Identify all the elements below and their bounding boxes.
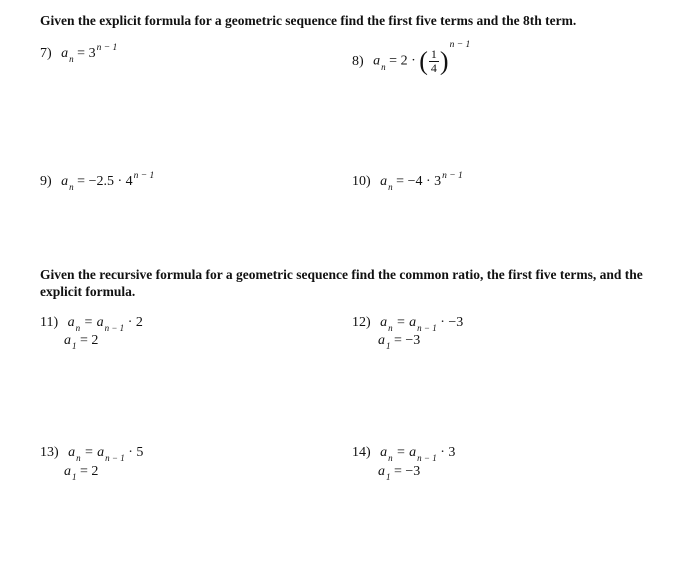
initial-value: = 2 bbox=[80, 464, 99, 479]
formula-rhs: = −2.5 · 4 bbox=[77, 174, 133, 189]
initial-variable: a bbox=[378, 464, 385, 479]
fraction bbox=[429, 48, 439, 75]
common-ratio-factor: · −3 bbox=[440, 315, 464, 330]
recursive-rhs: = a bbox=[396, 315, 417, 330]
initial-variable: a bbox=[64, 333, 71, 348]
term-variable: a bbox=[373, 53, 381, 69]
fraction-denominator: 4 bbox=[430, 61, 437, 75]
recursive-rhs: = a bbox=[84, 445, 105, 460]
problem-11-initial bbox=[64, 333, 98, 349]
term-subscript: n bbox=[69, 54, 74, 64]
problem-13-initial bbox=[64, 464, 98, 480]
right-paren: ) bbox=[439, 46, 449, 76]
problem-number: 13) bbox=[40, 445, 59, 460]
formula-rhs: = 2 · bbox=[389, 53, 416, 69]
term-variable: a bbox=[61, 174, 69, 189]
formula-exponent: n − 1 bbox=[96, 43, 118, 53]
problem-7 bbox=[40, 44, 117, 65]
initial-value: = 2 bbox=[80, 333, 99, 348]
formula-rhs: = 3 bbox=[77, 46, 96, 61]
formula-exponent: n − 1 bbox=[133, 171, 155, 181]
problem-number: 14) bbox=[352, 445, 371, 460]
problem-8 bbox=[352, 39, 471, 76]
initial-variable: a bbox=[378, 333, 385, 348]
problem-13 bbox=[40, 443, 143, 463]
problem-9 bbox=[40, 172, 154, 193]
left-paren: ( bbox=[419, 46, 428, 76]
term-subscript: n bbox=[388, 323, 393, 333]
term-subscript: n bbox=[75, 323, 81, 333]
formula-rhs: = −4 · 3 bbox=[396, 174, 442, 189]
problem-number: 8) bbox=[352, 53, 364, 69]
initial-value: = −3 bbox=[394, 333, 421, 348]
previous-term-subscript: n − 1 bbox=[105, 453, 125, 463]
problem-14 bbox=[352, 443, 455, 463]
initial-value: = −3 bbox=[394, 464, 421, 479]
common-ratio-factor: · 2 bbox=[127, 315, 143, 330]
section2-heading: Given the recursive formula for a geometric sequence find the common ratio, the first five terms, and the explicit formula. bbox=[40, 267, 643, 299]
problem-number: 9) bbox=[40, 174, 52, 189]
problem-12-initial bbox=[378, 333, 420, 349]
term-subscript: n bbox=[381, 61, 386, 72]
term-variable: a bbox=[380, 315, 388, 330]
initial-subscript: 1 bbox=[72, 341, 77, 351]
initial-subscript: 1 bbox=[386, 341, 391, 351]
formula-exponent: n − 1 bbox=[442, 171, 463, 181]
initial-variable: a bbox=[64, 464, 71, 479]
term-variable: a bbox=[67, 315, 75, 330]
formula-exponent: n − 1 bbox=[449, 39, 471, 50]
term-variable: a bbox=[380, 174, 388, 189]
previous-term-subscript: n − 1 bbox=[417, 453, 437, 463]
previous-term-subscript: n − 1 bbox=[417, 323, 437, 333]
common-ratio-factor: · 5 bbox=[128, 445, 144, 460]
problem-14-initial bbox=[378, 464, 420, 480]
recursive-rhs: = a bbox=[83, 315, 104, 330]
term-subscript: n bbox=[76, 453, 81, 463]
problem-12 bbox=[352, 313, 463, 333]
problem-number: 10) bbox=[352, 174, 371, 189]
problem-number: 7) bbox=[40, 46, 52, 61]
term-subscript: n bbox=[388, 453, 393, 463]
previous-term-subscript: n − 1 bbox=[104, 323, 125, 333]
section1-heading: Given the explicit formula for a geometric sequence find the first five terms and the 8th term. bbox=[40, 13, 577, 28]
problem-number: 11) bbox=[40, 315, 59, 330]
common-ratio-factor: · 3 bbox=[440, 445, 456, 460]
initial-subscript: 1 bbox=[386, 472, 391, 482]
problem-11 bbox=[40, 313, 143, 333]
term-variable: a bbox=[68, 445, 76, 460]
term-subscript: n bbox=[388, 182, 393, 192]
fraction-numerator: 1 bbox=[430, 47, 437, 61]
term-subscript: n bbox=[69, 182, 74, 192]
term-variable: a bbox=[61, 46, 69, 61]
term-variable: a bbox=[380, 445, 388, 460]
problem-number: 12) bbox=[352, 315, 371, 330]
problem-10 bbox=[352, 172, 463, 193]
initial-subscript: 1 bbox=[72, 472, 77, 482]
recursive-rhs: = a bbox=[396, 445, 417, 460]
